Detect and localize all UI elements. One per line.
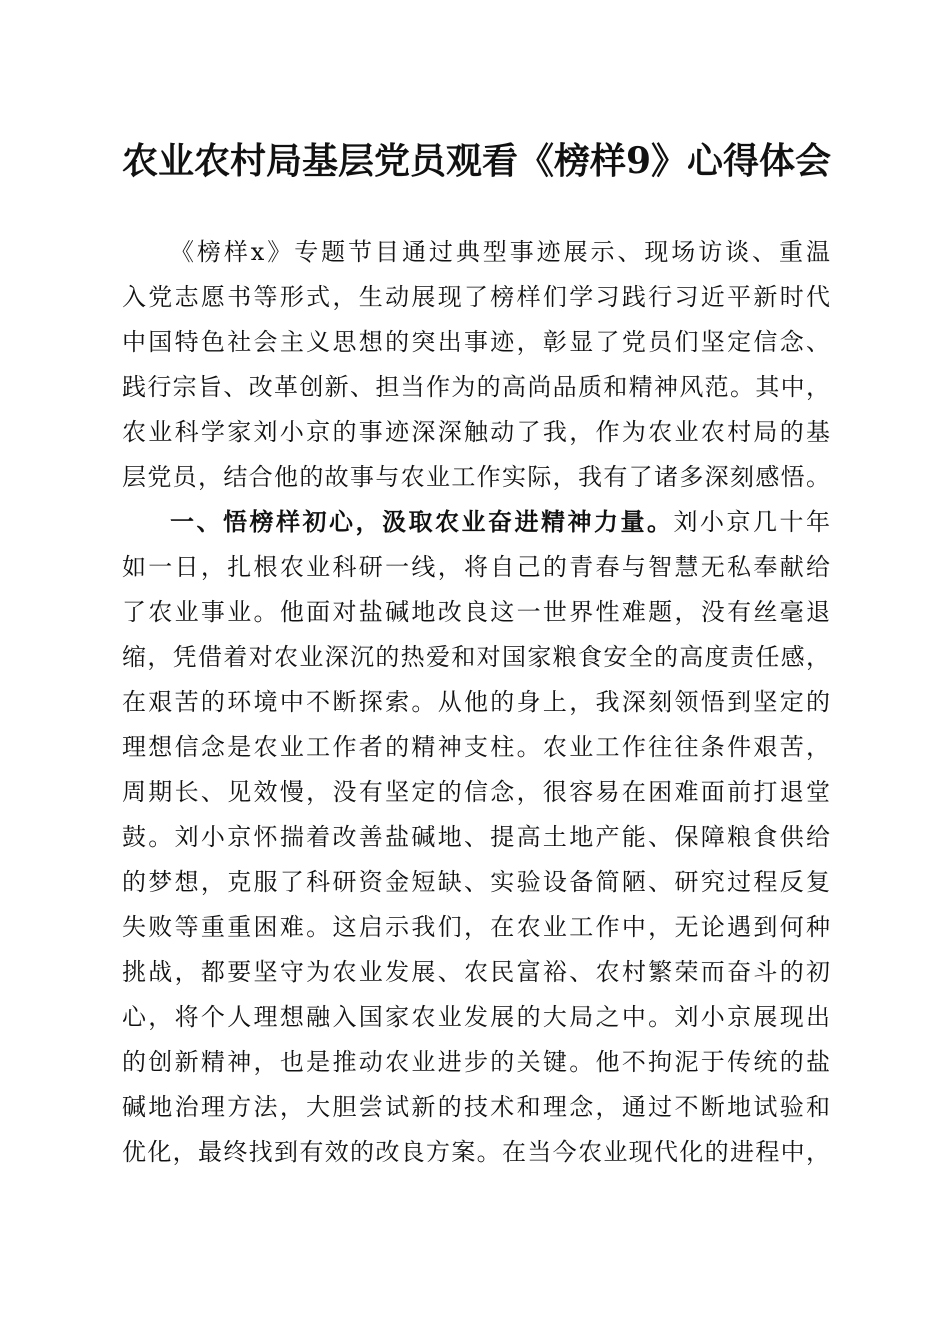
paragraph-line: 在艰苦的环境中不断探索。从他的身上，我深刻领悟到坚定的 [122,688,830,716]
paragraph-line: 缩，凭借着对农业深沉的热爱和对国家粮食安全的高度责任感， [122,643,830,671]
paragraph-line: 挑战，都要坚守为农业发展、农民富裕、农村繁荣而奋斗的初 [122,958,830,986]
paragraph-line: 《榜样x》专题节目通过典型事迹展示、现场访谈、重温 [170,238,830,266]
paragraph-line: 中国特色社会主义思想的突出事迹，彰显了党员们坚定信念、 [122,328,830,356]
paragraph-line: 鼓。刘小京怀揣着改善盐碱地、提高土地产能、保障粮食供给 [122,823,830,851]
paragraph-line: 碱地治理方法，大胆尝试新的技术和理念，通过不断地试验和 [122,1093,830,1121]
document-title: 农业农村局基层党员观看《榜样9》心得体会 [122,140,832,182]
paragraph-line: 理想信念是农业工作者的精神支柱。农业工作往往条件艰苦， [122,733,830,761]
paragraph-line: 心，将个人理想融入国家农业发展的大局之中。刘小京展现出 [122,1003,830,1031]
paragraph-line: 了农业事业。他面对盐碱地改良这一世界性难题，没有丝毫退 [122,598,830,626]
paragraph-line: 如一日，扎根农业科研一线，将自己的青春与智慧无私奉献给 [122,553,830,581]
paragraph-line: 农业科学家刘小京的事迹深深触动了我，作为农业农村局的基 [122,418,830,446]
paragraph-line: 的创新精神，也是推动农业进步的关键。他不拘泥于传统的盐 [122,1048,830,1076]
paragraph-line: 层党员，结合他的故事与农业工作实际，我有了诸多深刻感悟。 [122,463,830,491]
section-heading: 一、悟榜样初心，汲取农业奋进精神力量。 [170,508,674,536]
paragraph-line: 失败等重重困难。这启示我们，在农业工作中，无论遇到何种 [122,913,830,941]
paragraph-line: 优化，最终找到有效的改良方案。在当今农业现代化的进程中， [122,1138,830,1166]
paragraph-line: 周期长、见效慢，没有坚定的信念，很容易在困难面前打退堂 [122,778,830,806]
paragraph-line: 入党志愿书等形式，生动展现了榜样们学习践行习近平新时代 [122,283,830,311]
section-heading-line [170,500,830,545]
paragraph-line: 的梦想，克服了科研资金短缺、实验设备简陋、研究过程反复 [122,868,830,896]
paragraph-line: 践行宗旨、改革创新、担当作为的高尚品质和精神风范。其中， [122,373,830,401]
paragraph-text: 刘小京几十年 [673,508,830,536]
